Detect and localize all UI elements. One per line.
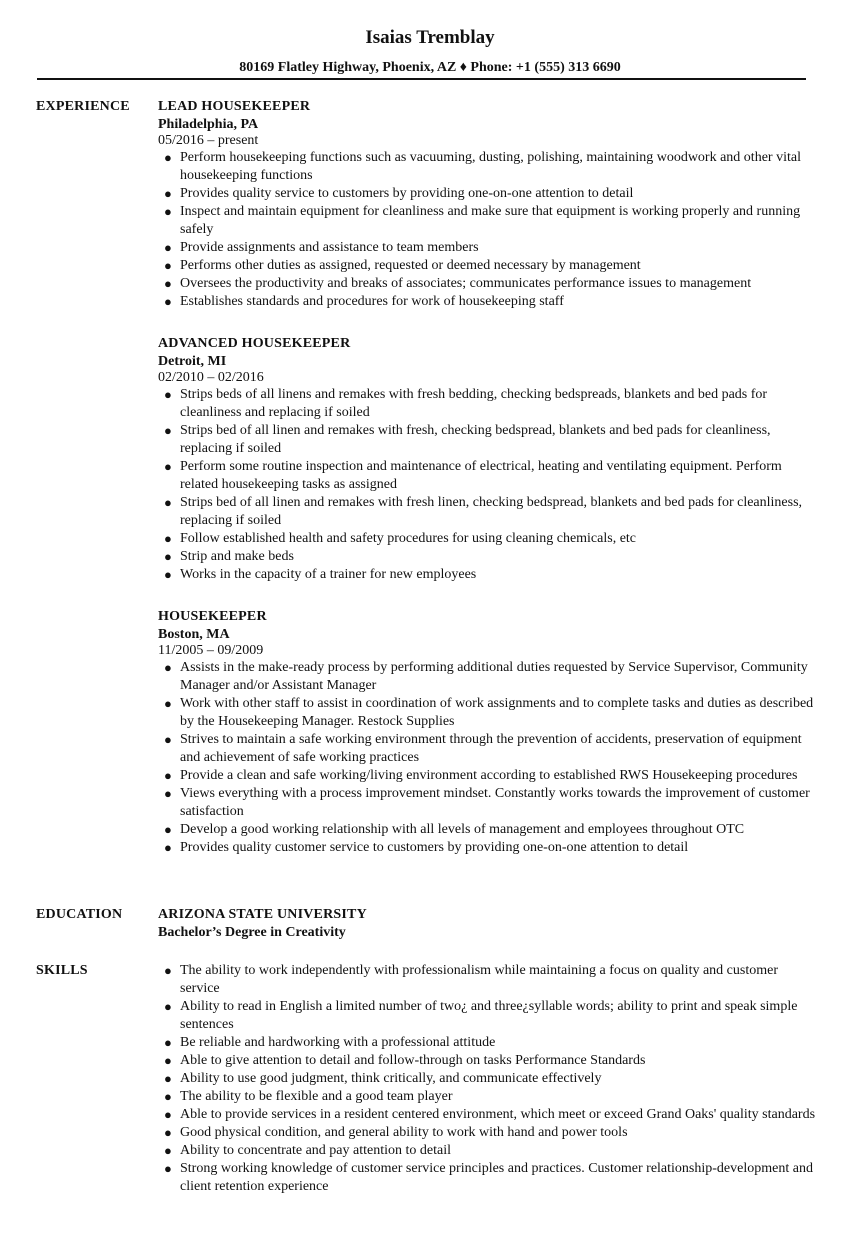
bullet-item: ● Provide a clean and safe working/living environment according to established RWS Housekeeping procedures xyxy=(164,768,798,783)
bullet-item: ● Provides quality customer service to customers by providing one-on-one attention to detail xyxy=(164,840,689,855)
job-entry xyxy=(158,608,818,857)
school-name: ARIZONA STATE UNIVERSITY xyxy=(158,907,367,922)
bullet-icon: ● xyxy=(164,786,172,801)
bullet-item: ● Inspect and maintain equipment for cleanliness and make sure that equipment is working properly and running safely xyxy=(164,204,801,237)
job-location: Detroit, MI xyxy=(158,354,227,369)
bullet-icon: ● xyxy=(164,459,172,474)
bullet-icon: ● xyxy=(164,840,172,855)
bullet-icon: ● xyxy=(164,1107,172,1122)
job-bullets xyxy=(158,386,818,584)
bullet-icon: ● xyxy=(164,660,172,675)
bullet-icon: ● xyxy=(164,1161,172,1176)
job-bullets xyxy=(158,659,818,857)
job-dates: 05/2016 – present xyxy=(158,133,259,148)
bullet-icon: ● xyxy=(164,1143,172,1158)
job-entry xyxy=(158,335,818,584)
bullet-icon: ● xyxy=(164,963,172,978)
job-dates: 02/2010 – 02/2016 xyxy=(158,370,264,385)
bullet-item: ● Strives to maintain a safe working environment through the prevention of accidents, preservation of equipment and achievement of safe working practices xyxy=(164,732,802,765)
bullet-item: ● Assists in the make-ready process by performing additional duties requested by Service Supervisor, Community Manager and/or Assistant Manager xyxy=(164,660,808,693)
bullet-icon: ● xyxy=(164,1089,172,1104)
experience-content xyxy=(158,98,818,881)
bullet-item: ● Perform some routine inspection and maintenance of electrical, heating and ventilating equipment. Perform related housekeeping tasks as assigned xyxy=(164,459,782,492)
skill-item: ● Ability to concentrate and pay attention to detail xyxy=(164,1143,451,1158)
job-entry xyxy=(158,98,818,311)
job-bullets xyxy=(158,149,818,311)
skill-item: ● Be reliable and hardworking with a professional attitude xyxy=(164,1035,496,1050)
section-label-education: EDUCATION xyxy=(36,907,123,922)
bullet-item: ● Strips bed of all linen and remakes with fresh linen, checking bedspread, blankets and bed pads for cleanliness, replacing if soiled xyxy=(164,495,803,528)
bullet-icon: ● xyxy=(164,1053,172,1068)
job-title: ADVANCED HOUSEKEEPER xyxy=(158,336,351,351)
degree-name: Bachelor’s Degree in Creativity xyxy=(158,925,346,940)
bullet-icon: ● xyxy=(164,822,172,837)
bullet-item: ● Develop a good working relationship with all levels of management and employees throughout OTC xyxy=(164,822,745,837)
bullet-item: ● Views everything with a process improvement mindset. Constantly works towards the improvement of customer satisfaction xyxy=(164,786,810,819)
bullet-icon: ● xyxy=(164,531,172,546)
bullet-item: ● Strip and make beds xyxy=(164,549,294,564)
bullet-item: ● Strips beds of all linens and remakes with fresh bedding, checking bedspreads, blankets and bed pads for cleanliness and replacing if soiled xyxy=(164,387,768,420)
bullet-item: ● Perform housekeeping functions such as vacuuming, dusting, polishing, maintaining woodwork and other vital housekeeping functions xyxy=(164,150,801,183)
bullet-item: ● Provides quality service to customers by providing one-on-one attention to detail xyxy=(164,186,634,201)
bullet-icon: ● xyxy=(164,696,172,711)
job-dates: 11/2005 – 09/2009 xyxy=(158,643,264,658)
skills-content xyxy=(158,962,818,1196)
bullet-icon: ● xyxy=(164,150,172,165)
candidate-name: Isaias Tremblay xyxy=(365,27,495,48)
bullet-item: ● Oversees the productivity and breaks of associates; communicates performance issues to management xyxy=(164,276,752,291)
skill-item: ● Good physical condition, and general ability to work with hand and power tools xyxy=(164,1125,628,1140)
bullet-icon: ● xyxy=(164,423,172,438)
job-title: HOUSEKEEPER xyxy=(158,609,267,624)
bullet-icon: ● xyxy=(164,294,172,309)
bullet-icon: ● xyxy=(164,567,172,582)
bullet-icon: ● xyxy=(164,1035,172,1050)
contact-line: 80169 Flatley Highway, Phoenix, AZ ♦ Phone: +1 (555) 313 6690 xyxy=(239,60,621,75)
skill-item: ● The ability to be flexible and a good team player xyxy=(164,1089,453,1104)
job-title: LEAD HOUSEKEEPER xyxy=(158,99,311,114)
bullet-icon: ● xyxy=(164,495,172,510)
skill-item: ● The ability to work independently with professionalism while maintaining a focus on quality and customer service xyxy=(164,963,778,996)
bullet-icon: ● xyxy=(164,1071,172,1086)
education-content xyxy=(158,906,818,942)
bullet-item: ● Work with other staff to assist in coordination of work assignments and to complete tasks and duties as described by the Housekeeping Manager. Restock Supplies xyxy=(164,696,814,729)
section-label-experience: EXPERIENCE xyxy=(36,99,130,114)
bullet-icon: ● xyxy=(164,387,172,402)
skills-list xyxy=(158,962,818,1196)
bullet-icon: ● xyxy=(164,186,172,201)
header-divider xyxy=(37,78,806,80)
bullet-icon: ● xyxy=(164,768,172,783)
bullet-icon: ● xyxy=(164,240,172,255)
skill-item: ● Strong working knowledge of customer service principles and practices. Customer relationship-development and client retention experience xyxy=(164,1161,813,1194)
bullet-icon: ● xyxy=(164,999,172,1014)
bullet-icon: ● xyxy=(164,258,172,273)
bullet-item: ● Strips bed of all linen and remakes with fresh, checking bedspread, blankets and bed pads for cleanliness, replacing if soiled xyxy=(164,423,771,456)
bullet-icon: ● xyxy=(164,276,172,291)
bullet-item: ● Provide assignments and assistance to team members xyxy=(164,240,479,255)
bullet-item: ● Follow established health and safety procedures for using cleaning chemicals, etc xyxy=(164,531,637,546)
skill-item: ● Able to provide services in a resident centered environment, which meet or exceed Grand Oaks' quality standards xyxy=(164,1107,816,1122)
bullet-icon: ● xyxy=(164,549,172,564)
bullet-item: ● Performs other duties as assigned, requested or deemed necessary by management xyxy=(164,258,641,273)
bullet-icon: ● xyxy=(164,732,172,747)
job-location: Boston, MA xyxy=(158,627,230,642)
bullet-item: ● Works in the capacity of a trainer for new employees xyxy=(164,567,477,582)
bullet-item: ● Establishes standards and procedures for work of housekeeping staff xyxy=(164,294,564,309)
bullet-icon: ● xyxy=(164,1125,172,1140)
section-label-skills: SKILLS xyxy=(36,963,88,978)
skill-item: ● Ability to use good judgment, think critically, and communicate effectively xyxy=(164,1071,602,1086)
skill-item: ● Ability to read in English a limited number of two¿ and three¿syllable words; ability to print and speak simple sentences xyxy=(164,999,798,1032)
bullet-icon: ● xyxy=(164,204,172,219)
job-location: Philadelphia, PA xyxy=(158,117,259,132)
skill-item: ● Able to give attention to detail and follow-through on tasks Performance Standards xyxy=(164,1053,646,1068)
